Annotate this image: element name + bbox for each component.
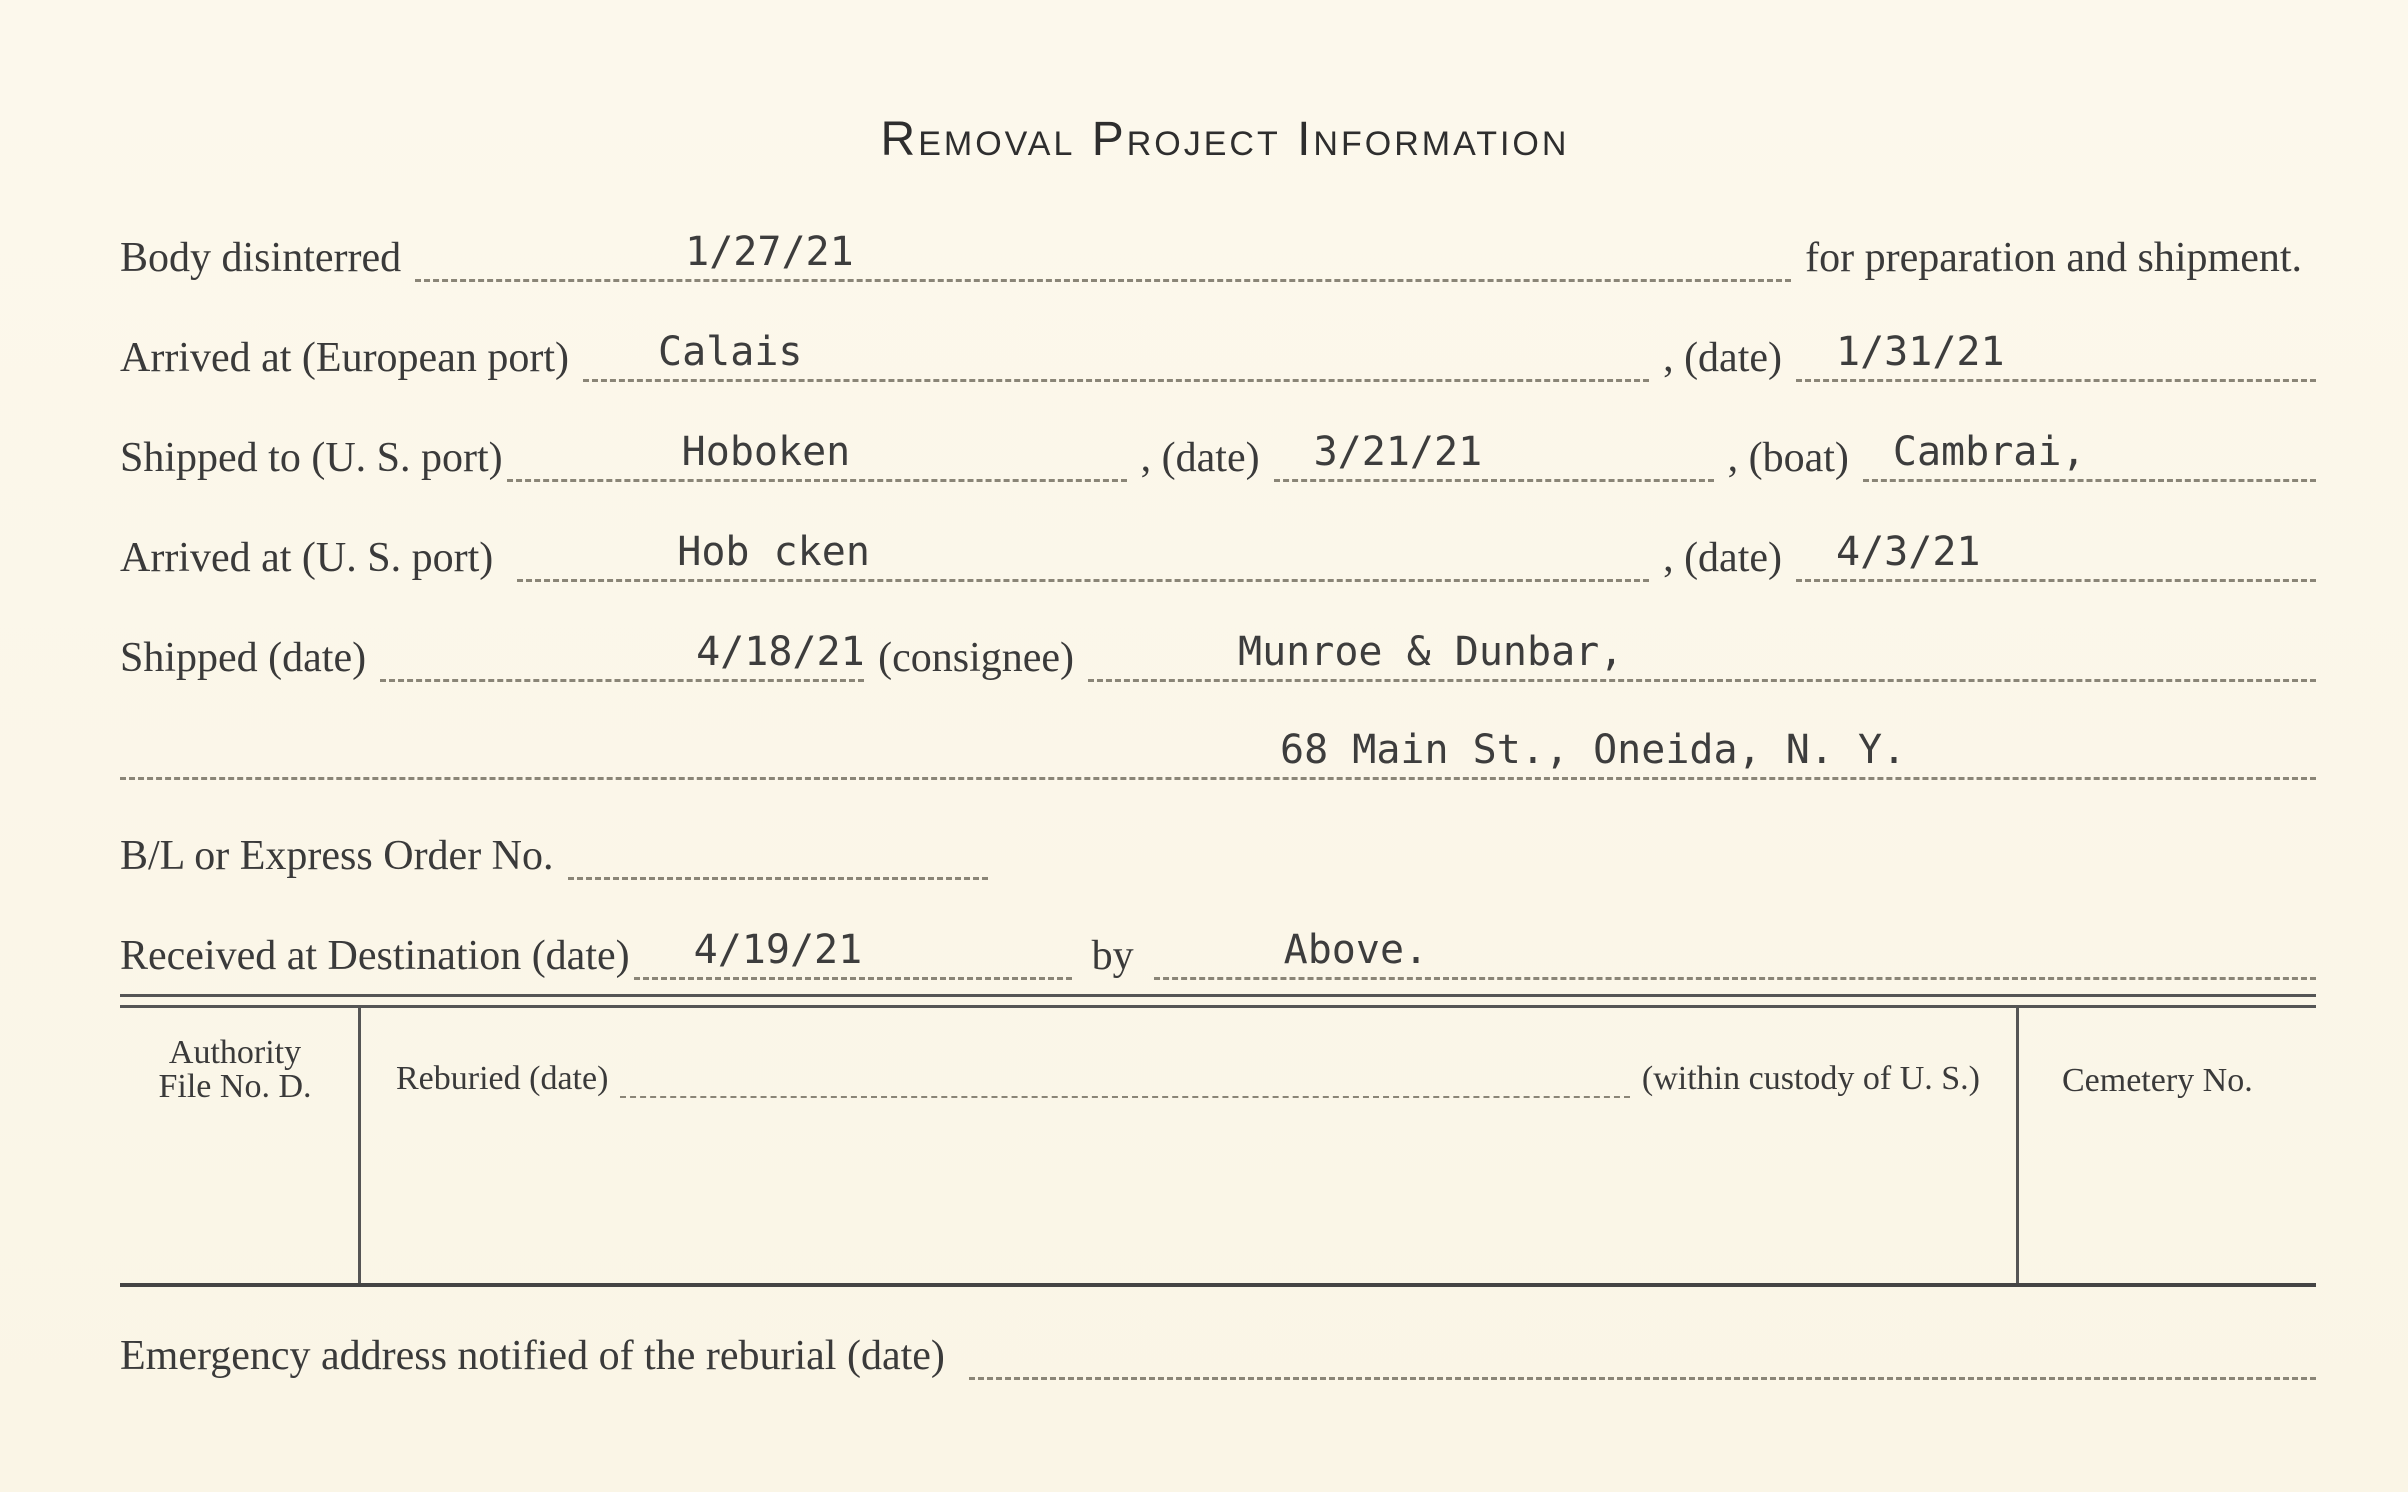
- box-divider-right: [2016, 1006, 2019, 1283]
- box-divider-left: [358, 1006, 361, 1283]
- boat-label: , (boat): [1727, 435, 1849, 481]
- european-date-field[interactable]: [1796, 331, 2316, 382]
- arrived-us-date-value: 4/3/21: [1836, 529, 1981, 575]
- bl-field[interactable]: [568, 829, 988, 880]
- arrived-us-field[interactable]: [517, 531, 1649, 582]
- emergency-label: Emergency address notified of the reburial (date): [120, 1333, 945, 1379]
- received-label: Received at Destination (date): [120, 933, 630, 979]
- row-shipped-us: [120, 422, 2316, 482]
- european-date-value: 1/31/21: [1836, 329, 2005, 375]
- custody-label: (within custody of U. S.): [1641, 1060, 1980, 1097]
- disinterred-field[interactable]: [415, 231, 1791, 282]
- by-label: by: [1091, 933, 1134, 979]
- double-rule: [120, 994, 2316, 1008]
- row-disinterred: [120, 222, 2316, 282]
- european-port-field[interactable]: [583, 331, 1649, 382]
- consignee-field[interactable]: [1088, 631, 2316, 682]
- row-european-port: [120, 322, 2316, 382]
- consignee-value: Munroe & Dunbar,: [1238, 629, 1624, 675]
- arrived-us-value: Hob cken: [677, 529, 870, 575]
- box-bottom-rule: [120, 1283, 2316, 1287]
- arrived-us-date-field[interactable]: [1796, 531, 2316, 582]
- address-field[interactable]: [120, 729, 2316, 780]
- arrived-us-label: Arrived at (U. S. port): [120, 535, 494, 581]
- shipped-label: Shipped (date): [120, 635, 367, 681]
- european-date-label: , (date): [1663, 335, 1782, 381]
- reburied-row: [396, 1058, 1980, 1098]
- card-title: Removal Project Information: [880, 113, 1570, 166]
- row-received: [120, 920, 2316, 980]
- row-address: [120, 720, 2316, 780]
- cemetery-label: Cemetery No.: [2062, 1062, 2253, 1099]
- european-port-label: Arrived at (European port): [120, 335, 569, 381]
- disinterred-value: 1/27/21: [685, 229, 854, 275]
- by-value: Above.: [1283, 927, 1429, 973]
- boat-value: Cambrai,: [1892, 429, 2086, 475]
- boat-field[interactable]: [1863, 431, 2316, 482]
- row-shipped: [120, 622, 2316, 682]
- shipped-us-date-value: 3/21/21: [1313, 429, 1483, 475]
- received-date-value: 4/19/21: [693, 927, 863, 973]
- shipped-date-field[interactable]: [380, 631, 864, 682]
- by-field[interactable]: [1154, 929, 2316, 980]
- row-bl: [120, 820, 988, 880]
- consignee-label: (consignee): [878, 635, 1075, 681]
- row-emergency: [120, 1320, 2316, 1380]
- european-port-value: Calais: [657, 329, 803, 375]
- shipped-us-value: Hoboken: [681, 429, 851, 475]
- bl-label: B/L or Express Order No.: [120, 833, 554, 879]
- disinterred-label: Body disinterred: [120, 235, 402, 281]
- reburied-label: Reburied (date): [396, 1060, 609, 1097]
- shipped-us-date-field[interactable]: [1274, 431, 1714, 482]
- shipped-us-date-label: , (date): [1140, 435, 1260, 481]
- shipped-us-label: Shipped to (U. S. port): [120, 435, 503, 481]
- arrived-us-date-label: , (date): [1663, 535, 1782, 581]
- address-value: 68 Main St., Oneida, N. Y.: [1280, 727, 1907, 773]
- received-date-field[interactable]: [634, 929, 1072, 980]
- reburied-field[interactable]: [620, 1058, 1630, 1098]
- shipped-us-field[interactable]: [507, 431, 1127, 482]
- authority-file-label: Authority File No. D.: [158, 1034, 312, 1105]
- row-arrived-us: [120, 522, 2316, 582]
- disinterred-suffix: for preparation and shipment.: [1805, 235, 2302, 281]
- emergency-field[interactable]: [969, 1329, 2316, 1380]
- shipped-date-value: 4/18/21: [696, 629, 865, 675]
